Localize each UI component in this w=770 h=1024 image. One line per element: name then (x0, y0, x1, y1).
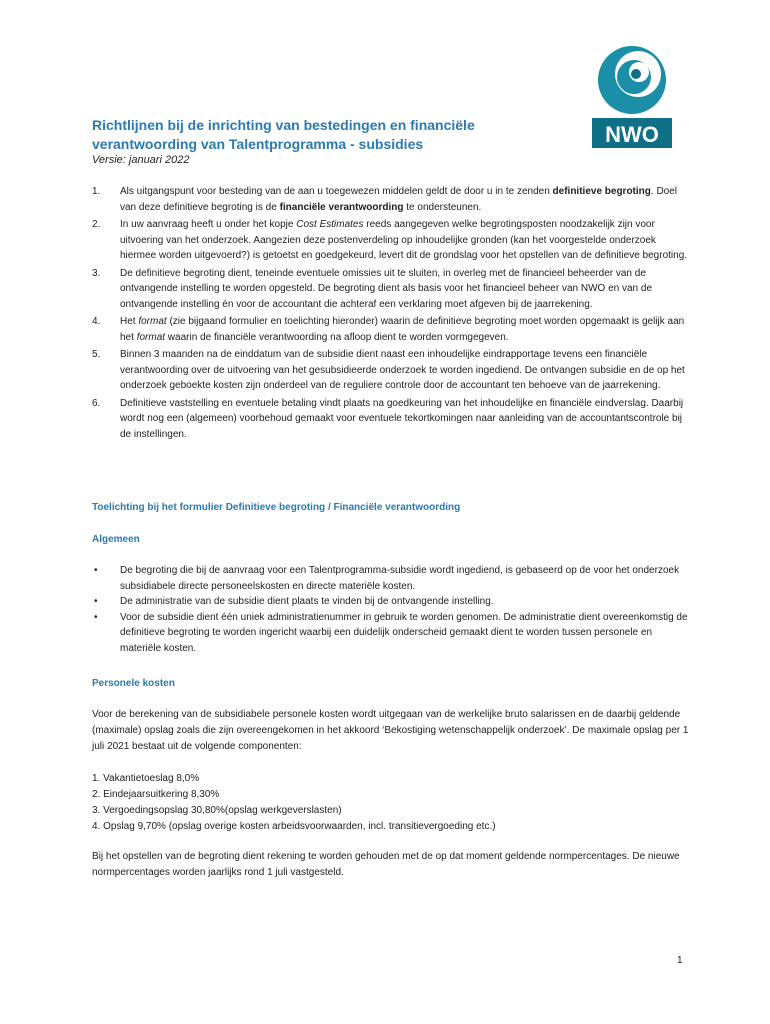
bullet-icon: • (94, 611, 98, 623)
version-label: Versie: januari 2022 (92, 154, 190, 166)
component-list (92, 771, 496, 835)
paragraph: Voor de berekening van de subsidiabele personele kosten wordt uitgegaan van de werkelijke bruto salarissen en de daarbij geldende (maximale) opslag zoals die zijn overeengekomen in het akkoord ‘Bekostiging wetenschappelijk onderzoek’. De maximale opslag per 1 juli 2021 bestaat uit de volgende componenten: (92, 709, 689, 752)
list-item: 2. Eindejaarsuitkering 8,30% (92, 789, 220, 800)
page-title: Richtlijnen bij de inrichting van bestedingen en financiële verantwoording van Talentprogramma - subsidies (92, 117, 475, 152)
bullet-icon: • (94, 596, 98, 607)
list-item: 3. Vergoedingsopslag 30,80%(opslag werkgeverslasten) (92, 805, 342, 816)
paragraph: Bij het opstellen van de begroting dient rekening te worden gehouden met de op dat moment geldende normpercentages. De nieuwe normpercentages worden jaarlijks rond 1 juli vastgesteld. (92, 851, 680, 878)
nwo-logo-icon (592, 44, 672, 148)
list-item: • Voor de subsidie dient één uniek administratienummer in gebruik te worden genomen. De administratie dient overeenkomstig de definitieve begroting te worden ingericht waarbij een duidelijk onderscheid gemaakt dient te worden tussen personele en materiële kosten. (94, 611, 688, 654)
list-item: 4. Opslag 9,70% (opslag overige kosten arbeidsvoorwaarden, incl. transitievergoeding etc.) (92, 821, 496, 832)
numbered-list (92, 184, 692, 444)
section-heading-toelichting: Toelichting bij het formulier Definitieve begroting / Financiële verantwoording (92, 502, 461, 513)
svg-text:NWO: NWO (605, 122, 659, 147)
section-heading-personele-kosten: Personele kosten (92, 678, 175, 689)
list-item: 1. Vakantietoeslag 8,0% (92, 773, 200, 784)
bullet-icon: • (94, 565, 98, 576)
list-item: 6. Definitieve vaststelling en eventuele betaling vindt plaats na goedkeuring van het inhoudelijke en financiële eindverslag. Daarbij wordt nog een (algemeen) voorbehoud gemaakt voor eventuele tekortkomingen naar aanleiding van de accountantscontrole bij de instellingen. (92, 397, 684, 440)
bullet-list (92, 563, 692, 656)
list-item: 3. De definitieve begroting dient, teneinde eventuele omissies uit te sluiten, in overleg met de financieel beheerder van de ontvangende instelling te worden opgesteld. De begroting dient als basis voor het financieel beheer van NWO en van de ontvangende instelling én voor de accountant die achteraf een verklaring moet afgeven bij de jaarrekening. (92, 267, 653, 310)
section-heading-algemeen: Algemeen (92, 534, 140, 545)
list-item: 2. In uw aanvraag heeft u onder het kopje Cost Estimates reeds aangegeven welke begrotingsposten noodzakelijk zijn voor uitvoering van het onderzoek. Aangezien deze postenverdeling op inhoudelijke gronden (kan het voorgestelde onderzoek hiermee worden uitgevoerd?) is getoetst en goedgekeurd, levert dit de grondslag voor het opstellen van de definitieve begroting. (92, 219, 688, 261)
list-item: • De begroting die bij de aanvraag voor een Talentprogramma-subsidie wordt ingediend, is gebaseerd op de voor het onderzoek subsidiabele directe personeelskosten en directe materiële kosten. (94, 565, 680, 592)
list-item: 5. Binnen 3 maanden na de einddatum van de subsidie dient naast een inhoudelijke eindrapportage tevens een financiële verantwoording over de uitvoering van het gesubsidieerde onderzoek te worden ingediend. De ontvangen subsidie en de op het onderzoek geboekte kosten zijn onderdeel van de reguliere controle door de accountant ten behoeve van de jaarrekening. (92, 349, 685, 391)
list-item: • De administratie van de subsidie dient plaats te vinden bij de ontvangende instelling. (92, 594, 692, 610)
list-item: 1. Als uitgangspunt voor besteding van de aan u toegewezen middelen geldt de door u in te zenden definitieve begroting. Doel van deze definitieve begroting is de financiële verantwoording te ondersteunen. (92, 186, 678, 213)
page-number: 1 (677, 955, 683, 966)
list-item: 4. Het format (zie bijgaand formulier en toelichting hieronder) waarin de definitieve begroting moet worden opgemaakt is gelijk aan het format waarin de financiële verantwoording na afloop dient te worden vormgegeven. (92, 316, 685, 343)
